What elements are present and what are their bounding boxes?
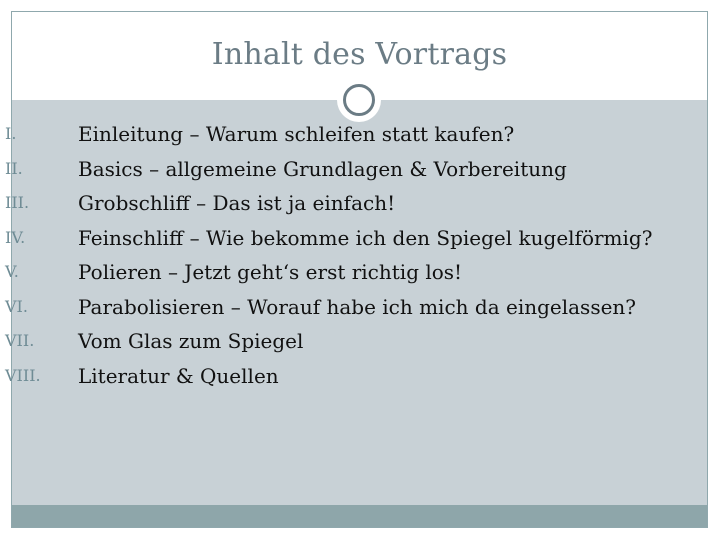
roman-numeral: V. [5,262,19,281]
list-item-text: Polieren – Jetzt geht‘s erst richtig los! [78,260,463,284]
list-item [5,255,707,290]
list-item-text: Einleitung – Warum schleifen statt kaufen? [78,122,515,146]
slide [5,11,708,528]
roman-numeral: VII. [5,331,35,350]
list-item-text: Basics – allgemeine Grundlagen & Vorbereitung [78,156,567,181]
circle-ring-inner [343,84,375,116]
agenda-list [5,117,707,393]
roman-numeral: II. [5,158,23,178]
list-item [5,324,707,359]
roman-numeral: VI. [5,296,28,316]
list-item-text: Vom Glas zum Spiegel [78,329,304,353]
list-item [5,359,707,394]
footer-bar [12,505,707,527]
list-item-text: Parabolisieren – Worauf habe ich mich da eingelassen? [78,294,637,319]
list-item [5,290,707,325]
roman-numeral: VIII. [5,365,41,385]
roman-numeral: I. [5,124,17,143]
roman-numeral: IV. [5,227,26,247]
list-item-text: Grobschliff – Das ist ja einfach! [78,191,396,215]
list-item [5,117,707,152]
list-item [5,221,707,256]
list-item-text: Feinschliff – Wie bekomme ich den Spiegel kugelförmig? [78,225,653,250]
circle-ring-icon [337,78,381,122]
slide-title: Inhalt des Vortrags [211,37,508,72]
list-item [5,152,707,187]
list-item-text: Literatur & Quellen [78,363,279,388]
roman-numeral: III. [5,193,30,212]
list-item [5,186,707,221]
